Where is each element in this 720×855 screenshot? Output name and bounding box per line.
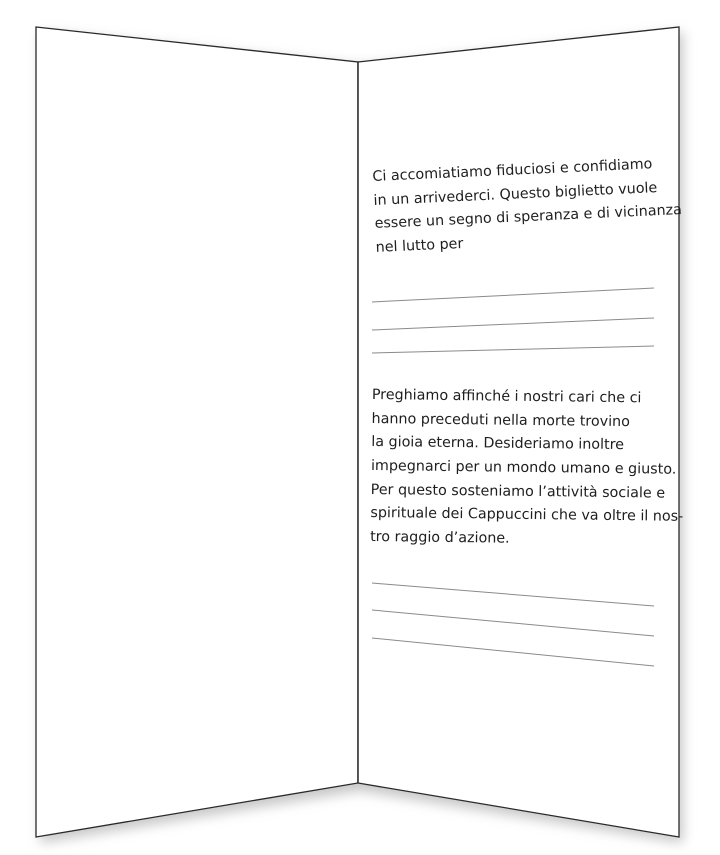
intro-message (372, 152, 683, 261)
prayer-line: tro raggio d’azione. (370, 529, 510, 547)
prayer-line: Preghiamo affinché i nostri cari che ci (371, 386, 642, 407)
prayer-line: impegnarci per un mondo umano e giusto. (370, 458, 677, 478)
prayer-line: la gioia eterna. Desideriamo inoltre (371, 434, 625, 454)
intro-line: nel lutto per (375, 236, 464, 256)
prayer-message (370, 384, 685, 554)
prayer-line: hanno preceduti nella morte trovino (371, 410, 631, 430)
prayer-line: spirituale dei Cappuccini che va oltre il nos- (370, 505, 684, 526)
intro-line: Ci accomiatiamo fiduciosi e confidiamo (372, 156, 653, 185)
intro-line: essere un segno di speranza e di vicinanza (374, 202, 683, 233)
intro-line: in un arrivederci. Questo biglietto vuole (373, 179, 658, 209)
prayer-line: Per questo sosteniamo l’attività sociale e (370, 481, 666, 502)
left-panel (36, 27, 358, 837)
